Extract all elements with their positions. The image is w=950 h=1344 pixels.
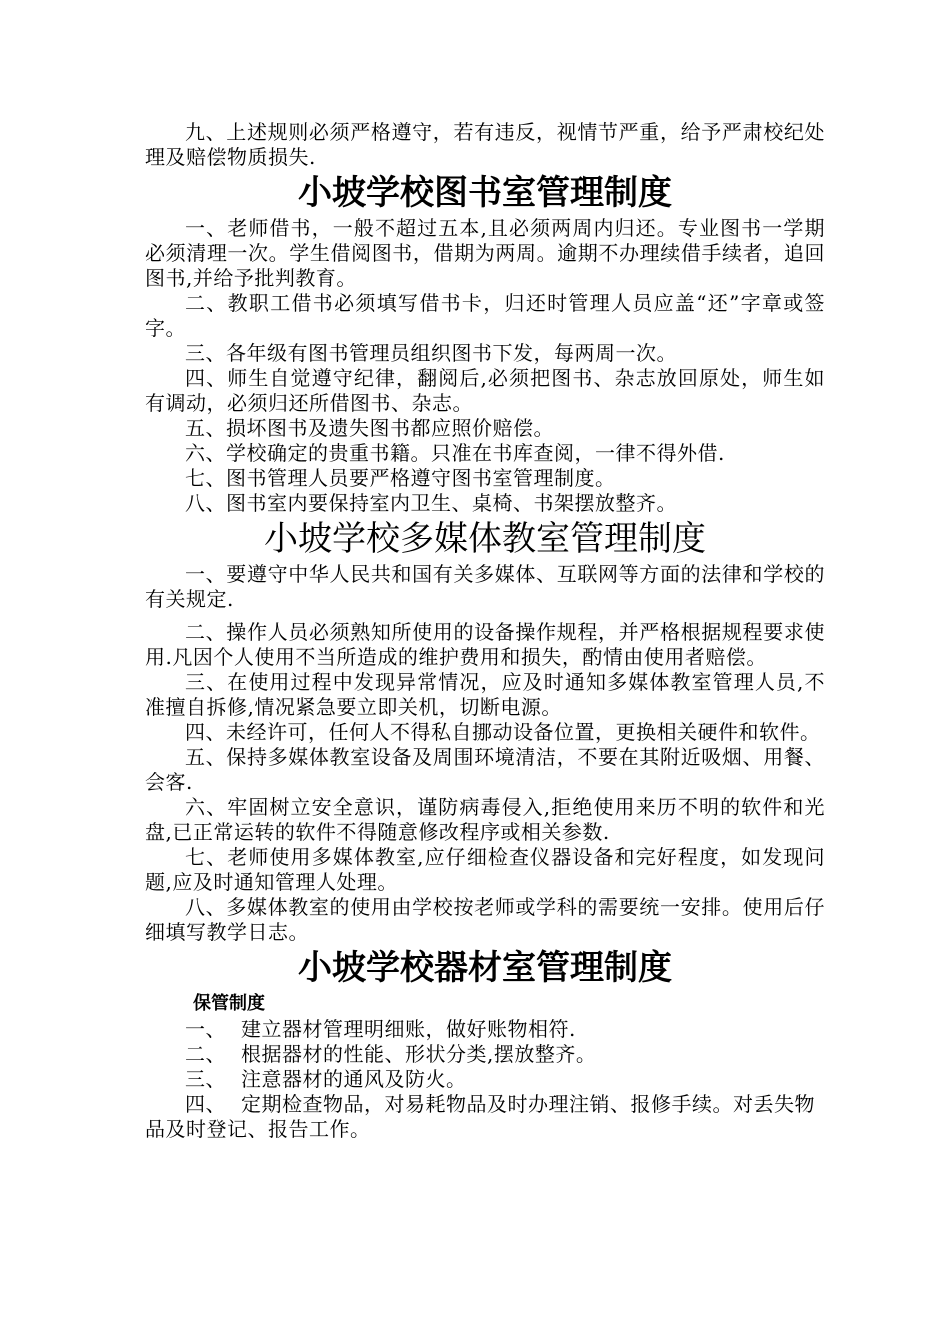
rule-text: 注意器材的通风及防火。 <box>241 1067 467 1091</box>
equipment-rule-2 <box>145 1042 825 1067</box>
rule-text: 定期检查物品，对易耗物品及时办理注销、报修手续。对丢失物品及时登记、报告工作。 <box>145 1092 815 1141</box>
spacer <box>145 612 825 620</box>
library-rules-list <box>145 216 825 516</box>
library-rule-3: 三、各年级有图书管理员组织图书下发，每两周一次。 <box>185 341 677 365</box>
multimedia-rule-7: 七、老师使用多媒体教室,应仔细检查仪器设备和完好程度，如发现问题,应及时通知管理人处理。 <box>145 845 825 894</box>
library-rule-2: 二、教职工借书必须填写借书卡，归还时管理人员应盖“还”字章或签字。 <box>145 291 825 340</box>
multimedia-rule-3: 三、在使用过程中发现异常情况，应及时通知多媒体教室管理人员,不准擅自拆修,情况紧急要立即关机，切断电源。 <box>145 670 825 719</box>
multimedia-rule-1: 一、要遵守中华人民共和国有关多媒体、互联网等方面的法律和学校的有关规定. <box>145 562 825 611</box>
equipment-rules-list <box>145 1017 825 1142</box>
multimedia-rule-2: 二、操作人员必须熟知所使用的设备操作规程，并严格根据规程要求使用.凡因个人使用不当所造成的维护费用和损失，酌情由使用者赔偿。 <box>145 620 825 669</box>
multimedia-rule-4: 四、未经许可，任何人不得私自挪动设备位置，更换相关硬件和软件。 <box>185 720 821 744</box>
library-rule-4: 四、师生自觉遵守纪律，翻阅后,必须把图书、杂志放回原处，师生如有调动，必须归还所借图书、杂志。 <box>145 366 825 415</box>
library-rule-5: 五、损坏图书及遗失图书都应照价赔偿。 <box>185 416 554 440</box>
rule-number: 四、 <box>185 1092 226 1116</box>
rule-number: 二、 <box>185 1042 226 1066</box>
equipment-rule-4 <box>145 1092 825 1142</box>
rule-number: 一、 <box>185 1017 226 1041</box>
rule-text: 根据器材的性能、形状分类,摆放整齐。 <box>241 1042 597 1066</box>
equipment-rules-title: 小坡学校器材室管理制度 <box>298 948 672 988</box>
library-rule-6: 六、学校确定的贵重书籍。只准在书库查阅，一律不得外借. <box>185 441 725 465</box>
library-rules-title: 小坡学校图书室管理制度 <box>298 173 672 213</box>
equipment-rule-3 <box>145 1067 825 1092</box>
multimedia-rule-8: 八、多媒体教室的使用由学校按老师或学科的需要统一安排。使用后仔细填写教学日志。 <box>145 895 825 944</box>
library-rule-7: 七、图书管理人员要严格遵守图书室管理制度。 <box>185 466 616 490</box>
rule-number: 三、 <box>185 1067 226 1091</box>
multimedia-rules-list <box>145 562 825 945</box>
storage-rules-subhead: 保管制度 <box>193 993 265 1014</box>
multimedia-rule-6: 六、牢固树立安全意识，谨防病毒侵入,拒绝使用来历不明的软件和光盘,已正常运转的软件不得随意修改程序或相关参数. <box>145 795 825 844</box>
library-rule-1: 一、老师借书，一般不超过五本,且必须两周内归还。专业图书一学期必须清理一次。学生借阅图书，借期为两周。逾期不办理续借手续者，追回图书,并给予批判教育。 <box>145 216 825 290</box>
rule-9-paragraph: 九、上述规则必须严格遵守，若有违反，视情节严重，给予严肃校纪处理及赔偿物质损失. <box>145 120 825 169</box>
library-rule-8: 八、图书室内要保持室内卫生、桌椅、书架摆放整齐。 <box>185 491 677 515</box>
rule-text: 建立器材管理明细账，做好账物相符. <box>241 1017 576 1041</box>
multimedia-rule-5: 五、保持多媒体教室设备及周围环境清洁，不要在其附近吸烟、用餐、会客. <box>145 745 825 794</box>
equipment-rule-1 <box>145 1017 825 1042</box>
document-page <box>145 120 825 1142</box>
multimedia-rules-title: 小坡学校多媒体教室管理制度 <box>264 519 706 559</box>
